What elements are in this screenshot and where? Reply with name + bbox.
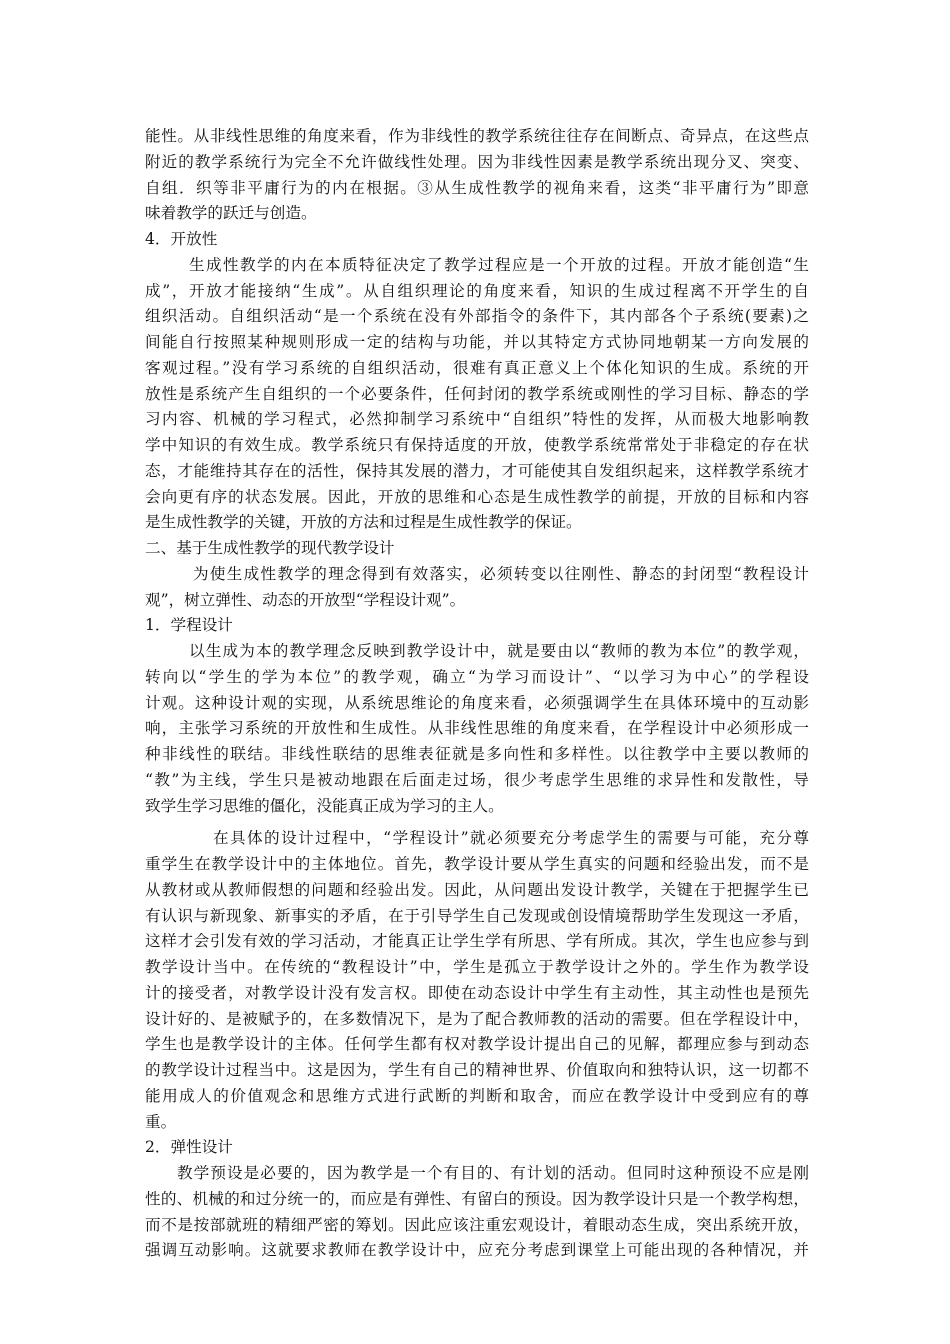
text-line: 附近的教学系统行为完全不允许做线性处理。因为非线性因素是教学系统出现分叉、突变、 bbox=[145, 152, 809, 171]
text-line: 这样才会引发有效的学习活动，才能真正让学生学有所思、学有所成。其次，学生也应参与到 bbox=[145, 932, 809, 951]
text-line: 生成性教学的内在本质特征决定了教学过程应是一个开放的过程。开放才能创造“生 bbox=[189, 255, 809, 274]
text-line: 能用成人的价值观念和思维方式进行武断的判断和取舍，而应在教学设计中受到应有的尊 bbox=[145, 1086, 809, 1105]
text-line: 响，主张学习系统的开放性和生成性。从非线性思维的角度来看，在学程设计中必须形成一 bbox=[145, 719, 809, 738]
text-line: 习内容、机械的学习程式，必然抑制学习系统中“自组织”特性的发挥，从而极大地影响教 bbox=[145, 410, 809, 429]
text-line: 计观。这种设计观的实现，从系统思维论的角度来看，必须强调学生在具体环境中的互动影 bbox=[145, 693, 809, 712]
text-line: 会向更有序的状态发展。因此，开放的思维和心态是生成性教学的前提，开放的目标和内容 bbox=[145, 487, 809, 506]
text-line: 4．开放性 bbox=[145, 230, 218, 248]
document-page bbox=[145, 124, 809, 1264]
body-paragraph bbox=[145, 826, 809, 1135]
text-line: 能性。从非线性思维的角度来看，作为非线性的教学系统往往存在间断点、奇异点，在这些点 bbox=[145, 127, 809, 145]
body-paragraph bbox=[145, 639, 809, 819]
text-line: 间能自行按照某种规则形成一定的结构与功能，并以其特定方式协同地朝某一方向发展的 bbox=[145, 333, 809, 351]
text-line: 态，才能维持其存在的活性，保持其发展的潜力，才可能使其自发组织起来，这样教学系统才 bbox=[145, 461, 809, 480]
text-line: 自组．织等非平庸行为的内在根据。③从生成性教学的视角来看，这类“非平庸行为”即意 bbox=[145, 178, 809, 197]
text-line: 2．弹性设计 bbox=[145, 1138, 233, 1157]
text-line: 性的、机械的和过分统一的，而应是有弹性、有留白的预设。因为教学设计只是一个教学构想， bbox=[145, 1189, 809, 1208]
text-line: 为使生成性教学的理念得到有效落实，必须转变以往刚性、静态的封闭型“教程设计 bbox=[193, 564, 809, 583]
body-paragraph bbox=[145, 253, 809, 536]
text-line: 组织活动。自组织活动“是一个系统在没有外部指令的条件下，其内部各个子系统(要素)之 bbox=[145, 307, 809, 326]
text-line: 转向以“学生的学为本位”的教学观，确立“为学习而设计”、“以学习为中心”的学程设 bbox=[145, 667, 809, 686]
text-line: 客观过程。”没有学习系统的自组织活动，很难有真正意义上个体化知识的生成。系统的开 bbox=[145, 358, 809, 377]
text-line: 味着教学的跃迁与创造。 bbox=[145, 204, 317, 223]
text-line: 是生成性教学的关键，开放的方法和过程是生成性教学的保证。 bbox=[145, 513, 582, 532]
text-line: 成”，开放才能接纳“生成”。从自组织理论的角度来看，知识的生成过程离不开学生的自 bbox=[145, 281, 809, 300]
text-line: 学生也是教学设计的主体。任何学生都有权对教学设计提出自己的见解，都理应参与到动态 bbox=[145, 1035, 809, 1054]
text-line: 二、基于生成性教学的现代教学设计 bbox=[145, 539, 395, 557]
text-line: 有认识与新现象、新事实的矛盾，在于引导学生自己发现或创设情境帮助学生发现这一矛盾， bbox=[145, 906, 809, 925]
text-line: 从教材或从教师假想的问题和经验出发。因此，从问题出发设计教学，关键在于把握学生已 bbox=[145, 880, 809, 899]
section-heading bbox=[145, 1135, 809, 1161]
text-line: 重学生在教学设计中的主体地位。首先，教学设计要从学生真实的问题和经验出发，而不是 bbox=[145, 855, 809, 873]
text-line: 教学设计当中。在传统的“教程设计”中，学生是孤立于教学设计之外的。学生作为教学设 bbox=[145, 958, 809, 976]
text-line: 1．学程设计 bbox=[145, 616, 233, 635]
body-paragraph bbox=[145, 562, 809, 614]
text-line: 在具体的设计过程中，“学程设计”就必须要充分考虑学生的需要与可能，充分尊 bbox=[213, 829, 809, 848]
text-line: 重。 bbox=[145, 1112, 177, 1131]
text-line: 种非线性的联结。非线性联结的思维表征就是多向性和多样性。以往教学中主要以教师的 bbox=[145, 745, 809, 763]
text-line: 学中知识的有效生成。教学系统只有保持适度的开放，使教学系统常常处于非稳定的存在状 bbox=[145, 436, 809, 454]
body-paragraph bbox=[145, 124, 809, 227]
body-paragraph bbox=[145, 1161, 809, 1264]
text-line: 致学生学习思维的僵化，没能真正成为学习的主人。 bbox=[145, 796, 504, 815]
text-line: 放性是系统产生自组织的一个必要条件，任何封闭的教学系统或刚性的学习目标、静态的学 bbox=[145, 384, 809, 403]
section-heading bbox=[145, 227, 809, 253]
text-line: 的教学设计过程当中。这是因为，学生有自己的精神世界、价值取向和独特认识，这一切都不 bbox=[145, 1061, 809, 1079]
text-line: 强调互动影响。这就要求教师在教学设计中，应充分考虑到课堂上可能出现的各种情况，并 bbox=[145, 1241, 809, 1260]
text-line: 以生成为本的教学理念反映到教学设计中，就是要由以“教师的教为本位”的教学观， bbox=[189, 642, 809, 660]
text-line: 观”，树立弹性、动态的开放型“学程设计观”。 bbox=[145, 590, 466, 609]
text-line: 计的接受者，对教学设计没有发言权。即使在动态设计中学生有主动性，其主动性也是预先 bbox=[145, 983, 809, 1002]
text-line: 教学预设是必要的，因为教学是一个有目的、有计划的活动。但同时这种预设不应是刚 bbox=[177, 1164, 809, 1182]
text-line: “教”为主线，学生只是被动地跟在后面走过场，很少考虑学生思维的求异性和发散性，导 bbox=[145, 770, 809, 789]
section-heading bbox=[145, 536, 809, 562]
section-heading bbox=[145, 613, 809, 639]
text-line: 而不是按部就班的精细严密的筹划。因此应该注重宏观设计，着眼动态生成，突出系统开放， bbox=[145, 1215, 809, 1234]
text-line: 设计好的、是被赋予的，在多数情况下，是为了配合教师教的活动的需要。但在学程设计中， bbox=[145, 1009, 809, 1028]
